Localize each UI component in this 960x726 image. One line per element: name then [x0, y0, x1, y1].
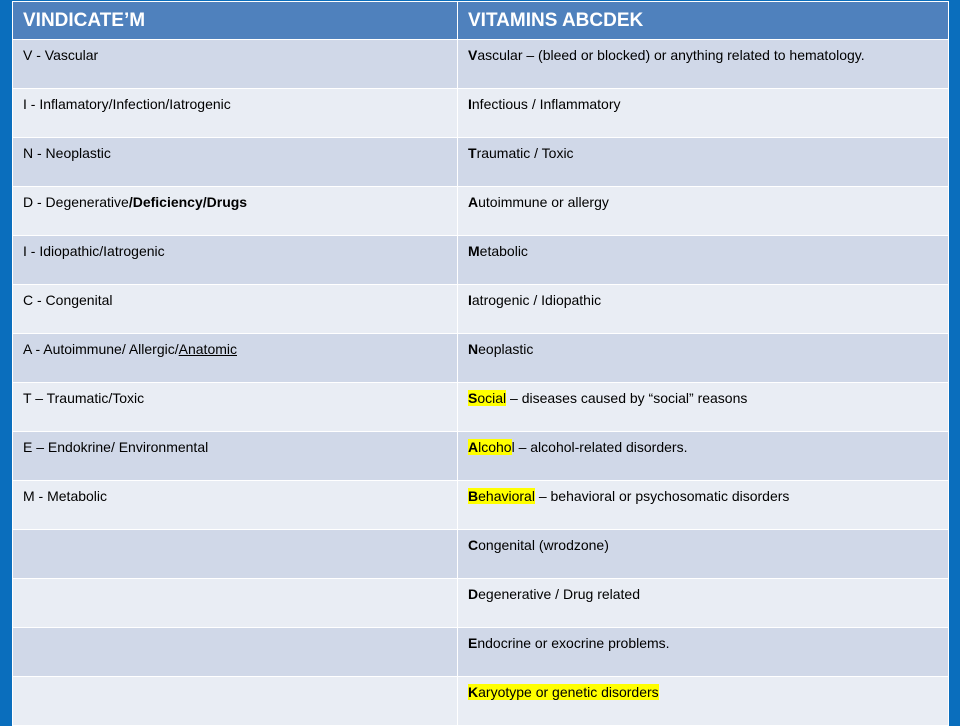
table-row: [13, 89, 949, 138]
table-row: [13, 530, 949, 579]
table-row: [13, 383, 949, 432]
cell-left: M - Metabolic: [13, 481, 458, 530]
table-row: [13, 285, 949, 334]
table-row: [13, 40, 949, 89]
cell-left: [13, 579, 458, 628]
cell-left: A - Autoimmune/ Allergic/Anatomic: [13, 334, 458, 383]
cell-right: Congenital (wrodzone): [458, 530, 949, 579]
mnemonic-table: [12, 1, 949, 726]
table-row: [13, 334, 949, 383]
cell-right: Karyotype or genetic disorders: [458, 677, 949, 726]
header-vitamins: VITAMINS ABCDEK: [458, 2, 949, 40]
cell-right: Traumatic / Toxic: [458, 138, 949, 187]
cell-right: Behavioral – behavioral or psychosomatic disorders: [458, 481, 949, 530]
cell-left: V - Vascular: [13, 40, 458, 89]
cell-right: Vascular – (bleed or blocked) or anything related to hematology.: [458, 40, 949, 89]
cell-left: [13, 677, 458, 726]
cell-right: Metabolic: [458, 236, 949, 285]
cell-left: I - Idiopathic/Iatrogenic: [13, 236, 458, 285]
table-row: [13, 677, 949, 726]
table-row: [13, 187, 949, 236]
cell-right: Degenerative / Drug related: [458, 579, 949, 628]
cell-left: C - Congenital: [13, 285, 458, 334]
cell-right: Neoplastic: [458, 334, 949, 383]
table-row: [13, 432, 949, 481]
table-row: [13, 628, 949, 677]
cell-right: Alcohol – alcohol-related disorders.: [458, 432, 949, 481]
cell-left: I - Inflamatory/Infection/Iatrogenic: [13, 89, 458, 138]
cell-left: N - Neoplastic: [13, 138, 458, 187]
cell-left: E – Endokrine/ Environmental: [13, 432, 458, 481]
cell-right: Endocrine or exocrine problems.: [458, 628, 949, 677]
cell-left: D - Degenerative/Deficiency/Drugs: [13, 187, 458, 236]
cell-right: Iatrogenic / Idiopathic: [458, 285, 949, 334]
table-row: [13, 138, 949, 187]
cell-right: Infectious / Inflammatory: [458, 89, 949, 138]
cell-right: Social – diseases caused by “social” reasons: [458, 383, 949, 432]
cell-right: Autoimmune or allergy: [458, 187, 949, 236]
cell-left: [13, 628, 458, 677]
table-row: [13, 481, 949, 530]
header-vindicatem: VINDICATE’M: [13, 2, 458, 40]
cell-left: T – Traumatic/Toxic: [13, 383, 458, 432]
table-row: [13, 236, 949, 285]
table-row: [13, 579, 949, 628]
cell-left: [13, 530, 458, 579]
table-header-row: [13, 2, 949, 40]
